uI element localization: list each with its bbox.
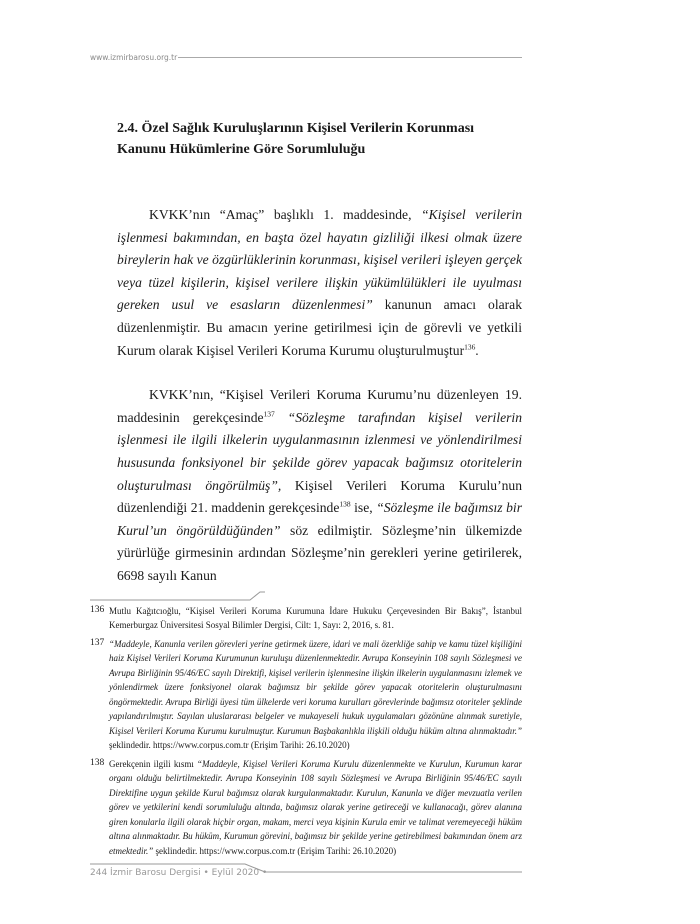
- footnote: [90, 604, 522, 633]
- text-run: KVKK’nın “Amaç” başlıklı 1. maddesinde,: [149, 207, 422, 222]
- text-run: şeklindedir. https://www.corpus.com.tr (Erişim Tarihi: 26.10.2020): [109, 740, 350, 750]
- text-run: Gerekçenin ilgili kısmı: [109, 758, 197, 769]
- footnote: [90, 637, 522, 753]
- quoted-text: “Kişisel verilerin işlenmesi bakımından, en başta özel hayatın gizliliği ilkesi olmak üzere bireylerin hak ve özgürlüklerinin korunması, kişisel verileri işleyen gerçek veya tüzel kişilerin, kişisel verilere ilişkin yükümlülükleri ile uyulması gereken usul ve esasların düzenlenmesi”: [117, 207, 523, 313]
- running-footer: [90, 862, 522, 884]
- document-page: [90, 0, 522, 924]
- text-run: söz edilmiştir. Sözleşme’nin ülkemizde yürürlüğe girmesinin ardından Sözleşme’nin gerekleri yerine getirilerek, 6698 sayılı Kanun: [117, 522, 522, 583]
- text-run: Mutlu Kağıtcıoğlu, “Kişisel Verileri Koruma Kurumuna İdare Hukuku Çerçevesinden Bir Bakış”, İstanbul Kemerburgaz Üniversitesi Sosyal Bilimler Dergisi, Cilt: 1, Sayı: 2, 2016, s. 81.: [109, 605, 522, 630]
- section-heading: 2.4. Özel Sağlık Kuruluşlarının Kişisel Verilerin Korunması Kanunu Hükümlerine Göre Sorumluluğu: [117, 121, 475, 157]
- text-run: .: [475, 342, 479, 358]
- footnote-ref: 136: [464, 342, 476, 352]
- footnote-number: 137: [90, 637, 105, 648]
- body-paragraph: [117, 384, 522, 587]
- footnote-number: 138: [90, 757, 105, 768]
- text-run: kanunun amacı olarak düzenlenmiştir. Bu amacın yerine getirilmesi için de görevli ve yetkili Kurum olarak Kişisel Verileri Koruma Kurumu oluşturulmuştur: [117, 297, 523, 358]
- header-rule: [178, 57, 522, 58]
- body-paragraph: [117, 204, 522, 362]
- footnote: [90, 757, 522, 859]
- header-url: www.izmirbarosu.org.tr: [90, 53, 178, 62]
- quoted-text: “Sözleşme ile bağımsız bir Kurul’un öngörüldüğünden”: [117, 500, 522, 538]
- quoted-text: “Maddeyle, Kanunla verilen görevleri yerine getirmek üzere, idari ve mali özerkliğe sahip ve kamu tüzel kişiliğini haiz Kişisel Verileri Koruma Kurumunun kuruluşu düzenlenmektedir. Avrupa Konseyinin 108 sayılı Sözleşmesi ve Avrupa Birliğinin 95/46/EC sayılı Direktifi, kişisel verilerin işlenmesine ilişkin ilkelerin uygulanmasını izlemek ve yönlendirmek üzere fonksiyonel olarak bağımsız bir şekilde görev yapacak otoritelerin oluşturulmasını öngörmektedir. Avrupa Birliği üyesi tüm ülkelerde veri koruma kurulları görevlerinde bağımsız otoriteler şeklinde yapılandırılmıştır. Sayılan uluslararası belgeler ve mukayeseli hukuk uygulamaları gözönüne alınmak suretiyle, Kişisel Verileri Koruma Kurumu kurulmuştur. Kurumun Başbakanlıkla ilişkili olduğu hüküm altına alınmaktadır.”: [109, 638, 522, 736]
- running-header: [90, 53, 522, 62]
- footnotes: [90, 604, 522, 859]
- quoted-text: “Sözleşme tarafından kişisel verilerin işlenmesi ile ilgili ilkelerin uygulanmasının izlenmesi ve yönlendirilmesi hususunda fonksiyonel bir şekilde görev yapacak bağımsız otoritelerin oluşturulması öngörülmüş”,: [117, 409, 522, 493]
- footer-text: 244 İzmir Barosu Dergisi • Eylül 2020 •: [90, 868, 268, 878]
- footnote-ref: 138: [339, 499, 351, 509]
- footnote-number: 136: [90, 604, 105, 615]
- footnote-separator: [90, 590, 522, 602]
- text-run: şeklindedir. https://www.corpus.com.tr (Erişim Tarihi: 26.10.2020): [153, 845, 397, 856]
- footnote-ref: 137: [263, 409, 275, 419]
- text-run: Kişisel Verileri Koruma Kurulu’nun düzenlendiği 21. maddenin gerekçesinde: [117, 477, 523, 516]
- text-run: KVKK’nın, “Kişisel Verileri Koruma Kurumu’nu düzenleyen 19. maddesinin gerekçesinde: [117, 387, 522, 425]
- text-run: ise,: [350, 500, 377, 516]
- quoted-text: “Maddeyle, Kişisel Verileri Koruma Kurulu düzenlenmekte ve Kurulun, Kurumun karar organı olduğu belirtilmektedir. Avrupa Konseyinin 108 sayılı Sözleşmesi ve Avrupa Birliğinin 95/46/EC sayılı Direktifine uygun şekilde Kurul bağımsız olarak kurgulanmaktadır. Kurulun, Kanunla ve diğer mevzuatla verilen görev ve yetkilerini kendi sorumluluğu altında, bağımsız olarak yerine getireceği ve kullanacağı, görev alanına giren konularla ilgili olarak hiçbir organ, makam, merci veya kişinin Kurula emir ve talimat veremeyeceği hüküm altına alınmaktadır. Bu hüküm, Kurumun görevini, bağımsız bir şekilde yerine getirebilmesi bakımından önem arz etmektedir.”: [109, 758, 522, 856]
